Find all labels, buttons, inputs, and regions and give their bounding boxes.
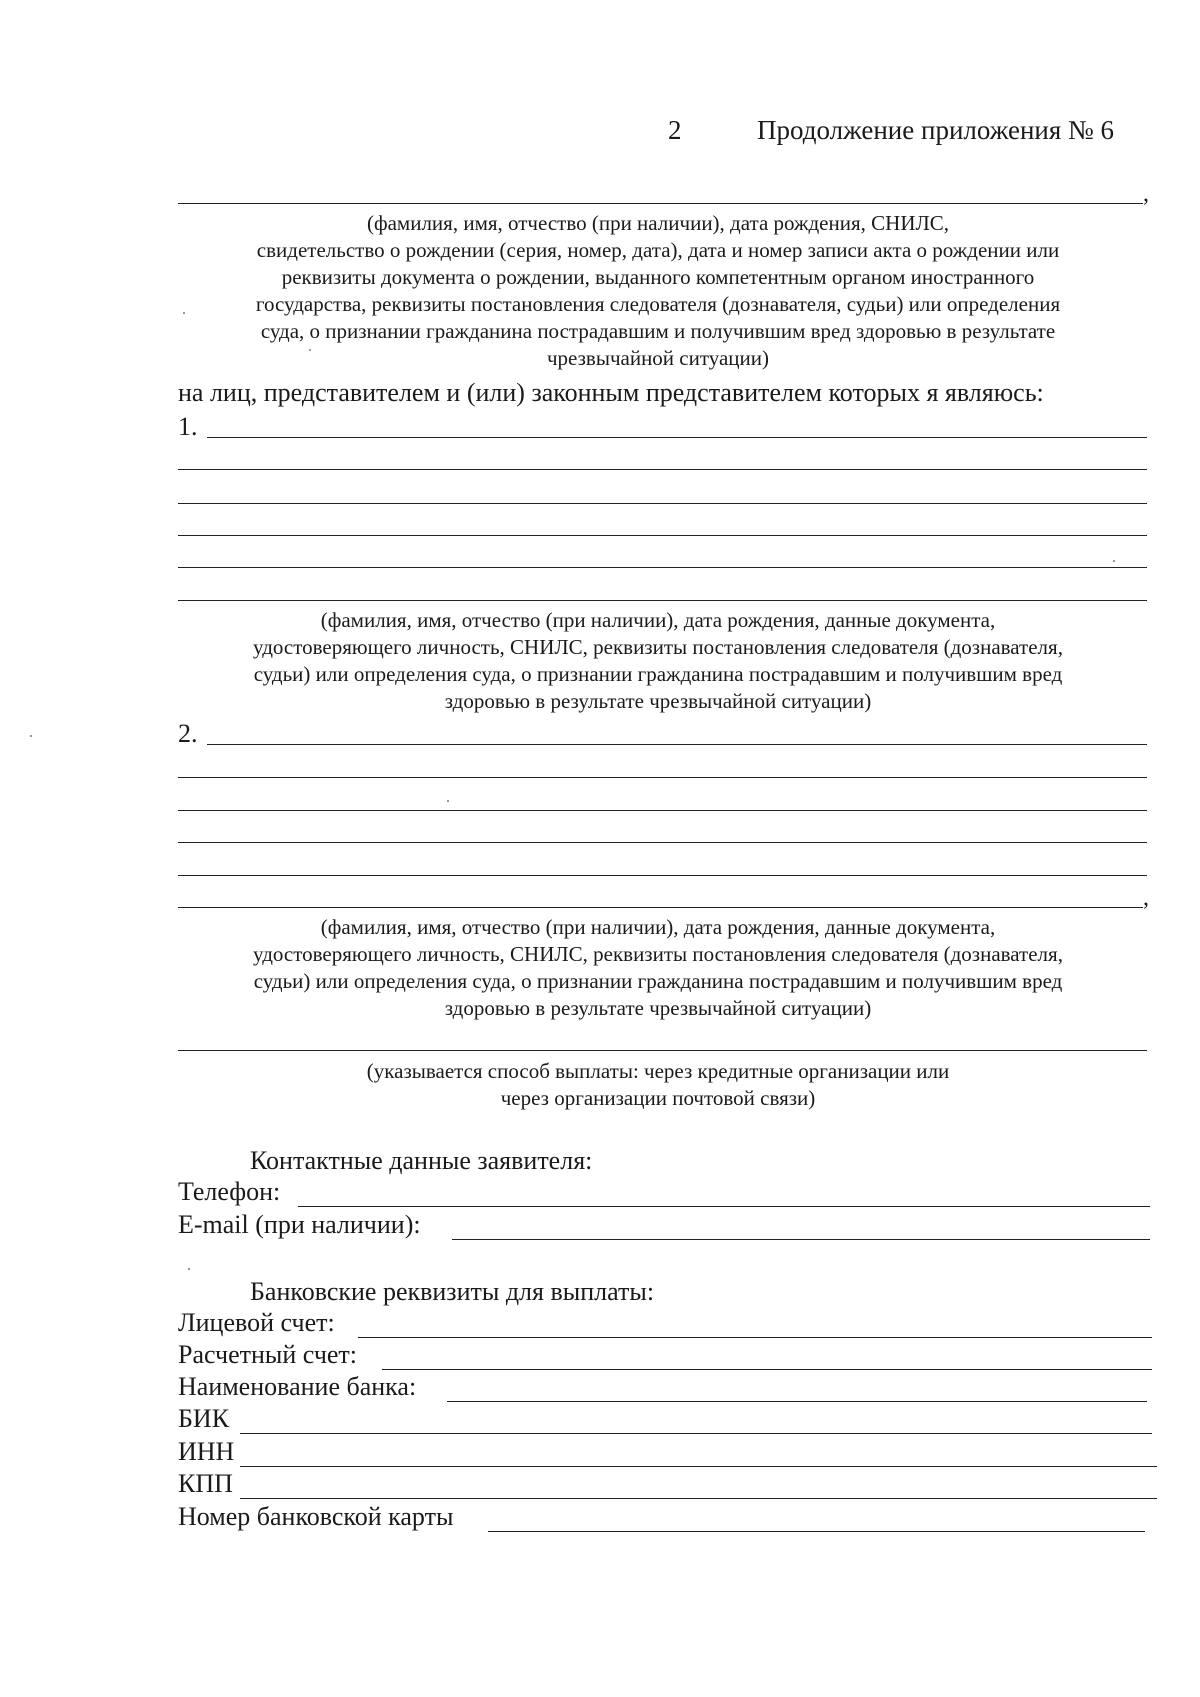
email-label: E-mail (при наличии): bbox=[178, 1210, 421, 1239]
contacts-heading: Контактные данные заявителя: bbox=[250, 1146, 593, 1175]
representation-intro: на лиц, представителем и (или) законным представителем которых я являюсь: bbox=[178, 378, 1044, 407]
scan-speck bbox=[447, 800, 449, 802]
card-number-label: Номер банковской карты bbox=[178, 1502, 454, 1531]
bik-label: БИК bbox=[178, 1404, 230, 1433]
person-1-caption: (фамилия, имя, отчество (при наличии), дата рождения, данные документа, удостоверяющего личность, СНИЛС, реквизиты постановления следователя (дознавателя, судьи) или определения суда, о признании гражданина пострадавшим и получившим вред здоровью в результате чрезвычайной ситуации) bbox=[253, 608, 1063, 713]
person-1-line-2[interactable] bbox=[178, 469, 1147, 470]
person-2-line-4[interactable] bbox=[178, 842, 1147, 843]
page-number: 2 bbox=[668, 115, 682, 145]
phone-label: Телефон: bbox=[178, 1177, 281, 1206]
comma-mark: , bbox=[1143, 181, 1149, 207]
person-1-line-4[interactable] bbox=[178, 535, 1147, 536]
kpp-label: КПП bbox=[178, 1469, 233, 1498]
scan-speck bbox=[30, 735, 32, 737]
person-2-line-5[interactable] bbox=[178, 875, 1147, 876]
appendix-title: Продолжение приложения № 6 bbox=[757, 115, 1115, 145]
person-2-line-1[interactable] bbox=[207, 744, 1147, 745]
person-1-line-3[interactable] bbox=[178, 503, 1147, 504]
scan-speck bbox=[1113, 560, 1115, 562]
person-1-line-1[interactable] bbox=[207, 437, 1147, 438]
comma-mark: , bbox=[1143, 885, 1149, 911]
inn-label: ИНН bbox=[178, 1437, 235, 1466]
bank-name-line[interactable] bbox=[447, 1401, 1147, 1402]
payment-method-line[interactable] bbox=[178, 1050, 1147, 1051]
settlement-account-label: Расчетный счет: bbox=[178, 1340, 358, 1369]
card-number-line[interactable] bbox=[488, 1531, 1145, 1532]
scan-speck bbox=[309, 349, 311, 351]
person-2-line-3[interactable] bbox=[178, 810, 1147, 811]
phone-field-line[interactable] bbox=[298, 1206, 1150, 1207]
applicant-caption: (фамилия, имя, отчество (при наличии), дата рождения, СНИЛС, свидетельство о рождении (серия, номер, дата), дата и номер записи акта о рождении или реквизиты документа о рождении, выданного компетентным органом иностранного государства, реквизиты постановления следователя (дознавателя, судьи) или определения суда, о признании гражданина пострадавшим и получившим вред здоровью в результате чрезвычайной ситуации) bbox=[255, 211, 1061, 370]
payment-method-caption: (указывается способ выплаты: через кредитные организации или через организации почтовой связи) bbox=[366, 1059, 950, 1110]
scan-speck bbox=[188, 1268, 190, 1270]
bank-name-label: Наименование банка: bbox=[178, 1372, 417, 1401]
person-2-line-6[interactable] bbox=[178, 907, 1143, 908]
email-field-line[interactable] bbox=[452, 1239, 1150, 1240]
person-1-line-6[interactable] bbox=[178, 600, 1147, 601]
person-2-number: 2. bbox=[178, 719, 198, 748]
scan-speck bbox=[183, 312, 185, 314]
bik-line[interactable] bbox=[240, 1433, 1152, 1434]
person-1-number: 1. bbox=[178, 412, 198, 441]
settlement-account-line[interactable] bbox=[382, 1369, 1152, 1370]
personal-account-label: Лицевой счет: bbox=[178, 1308, 335, 1337]
applicant-blank-line[interactable] bbox=[178, 203, 1143, 204]
person-2-line-2[interactable] bbox=[178, 777, 1147, 778]
inn-line[interactable] bbox=[240, 1466, 1157, 1467]
personal-account-line[interactable] bbox=[358, 1337, 1152, 1338]
person-1-line-5[interactable] bbox=[178, 567, 1147, 568]
kpp-line[interactable] bbox=[240, 1498, 1157, 1499]
person-2-caption: (фамилия, имя, отчество (при наличии), дата рождения, данные документа, удостоверяющего личность, СНИЛС, реквизиты постановления следователя (дознавателя, судьи) или определения суда, о признании гражданина пострадавшим и получившим вред здоровью в результате чрезвычайной ситуации) bbox=[253, 915, 1063, 1020]
bank-heading: Банковские реквизиты для выплаты: bbox=[250, 1277, 655, 1306]
